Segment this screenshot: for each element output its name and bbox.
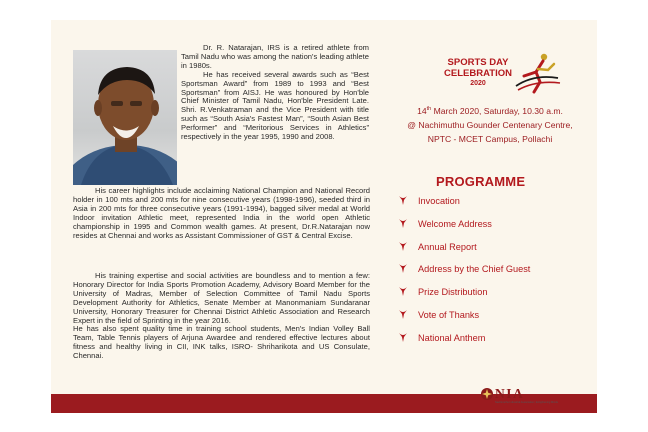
programme-list (398, 194, 530, 354)
event-day: 14 (417, 105, 427, 116)
chief-guest-photo (73, 50, 177, 185)
torch-icon (398, 218, 408, 229)
bio-paragraph-1 (181, 44, 369, 142)
programme-item-label: Welcome Address (418, 218, 492, 229)
programme-item (398, 331, 530, 354)
programme-item-label: Address by the Chief Guest (418, 264, 531, 275)
programme-item (398, 194, 530, 217)
bio-awards: He has received several awards such as “Best Sportsman Award” from 1989 to 1993 and “Best Sportsman” from AISJ. He was honoured by Hon'ble Chief Minister of Tamil Nadu, Hon'ble President Late. Shri. R.Venkatraman and the Vice President with title such as “South Asia's Fastest Man”, “South Asian Best Performer” and “Meritorious Services in Athletics” respectively in the year 1995, 1990 and 2008. (181, 69, 369, 142)
nia-logo (478, 385, 558, 405)
logo-line-2: CELEBRATION (444, 68, 512, 79)
sports-day-logo (436, 52, 566, 102)
bio-career: His career highlights include acclaiming National Champion and National Record holder in 100 mts and 200 mts for nine consecutive years (1998-1996), seeded third in Asia in 200 mts for three consecutive years (1991-1994), bagged silver medal at World Indoor invitation Athletic meet, represented India in the world open Athletic championship in 1995 and Common wealth games. At present, Dr.R.Natarajan now resides at Chennai and works as Assistant Commissioner of GST & Central Excise. (73, 186, 370, 240)
programme-item-label: National Anthem (418, 332, 486, 343)
torch-icon (398, 263, 408, 274)
programme-item (398, 285, 530, 308)
programme-item-label: Prize Distribution (418, 287, 488, 298)
programme-item-label: Vote of Thanks (418, 309, 480, 320)
programme-item (398, 217, 530, 240)
logo-title (436, 57, 520, 79)
bio-paragraph-3 (73, 272, 370, 361)
nia-name: NIA (495, 386, 525, 401)
bio-paragraph-2 (73, 187, 370, 240)
torch-icon (398, 332, 408, 343)
programme-item (398, 308, 530, 331)
logo-line-1: SPORTS DAY (447, 57, 509, 68)
event-date-rest: March 2020, Saturday, 10.30 a.m. (431, 105, 563, 116)
nia-tagline: Nachimuthu Industrial Association | Enlightening Minds (495, 401, 558, 404)
bio-lectures: He has also spent quality time in training school students, Men's Indian Volley Ball Team, Table Tennis players of Arjuna Awardee and rendered effective lectures about fitness and healthy living in CII, INK talks, ISRO- Shriharikota and US Consulate, Chennai. (73, 324, 370, 361)
event-details (388, 102, 592, 146)
nia-emblem-icon (480, 387, 494, 401)
torch-icon (398, 195, 408, 206)
torch-icon (398, 286, 408, 297)
bio-intro: Dr. R. Natarajan, IRS is a retired athlete from Tamil Nadu who was among the nation's leading athlete in 1980s. (181, 43, 369, 70)
torch-icon (398, 309, 408, 320)
runner-icon (514, 52, 562, 96)
event-venue-line-2: NPTC - MCET Campus, Pollachi (427, 133, 553, 144)
event-venue-line-1: @ Nachimuthu Gounder Centenary Centre, (407, 119, 573, 130)
logo-year: 2020 (470, 80, 486, 87)
torch-icon (398, 241, 408, 252)
event-date (388, 102, 592, 118)
programme-item (398, 262, 530, 285)
programme-item-label: Invocation (418, 196, 460, 206)
bio-training: His training expertise and social activities are boundless and to mention a few: Honorary Director for India Sports Promotion Academy, Advisory Board Member for the University of Madras, Member of Selection Committee of Tamil Nadu Sports Development Authority for Athletics, Senate Member at Manonmaniam Sundaranar University, Honorary Treasurer for Chennai District Athletic Association and Research Expert in the field of Sprinting in the year 2016. (73, 271, 370, 325)
programme-item-label: Annual Report (418, 241, 477, 252)
event-day-suffix: th (426, 106, 432, 112)
programme-item (398, 240, 530, 263)
programme-title: PROGRAMME (436, 174, 526, 189)
